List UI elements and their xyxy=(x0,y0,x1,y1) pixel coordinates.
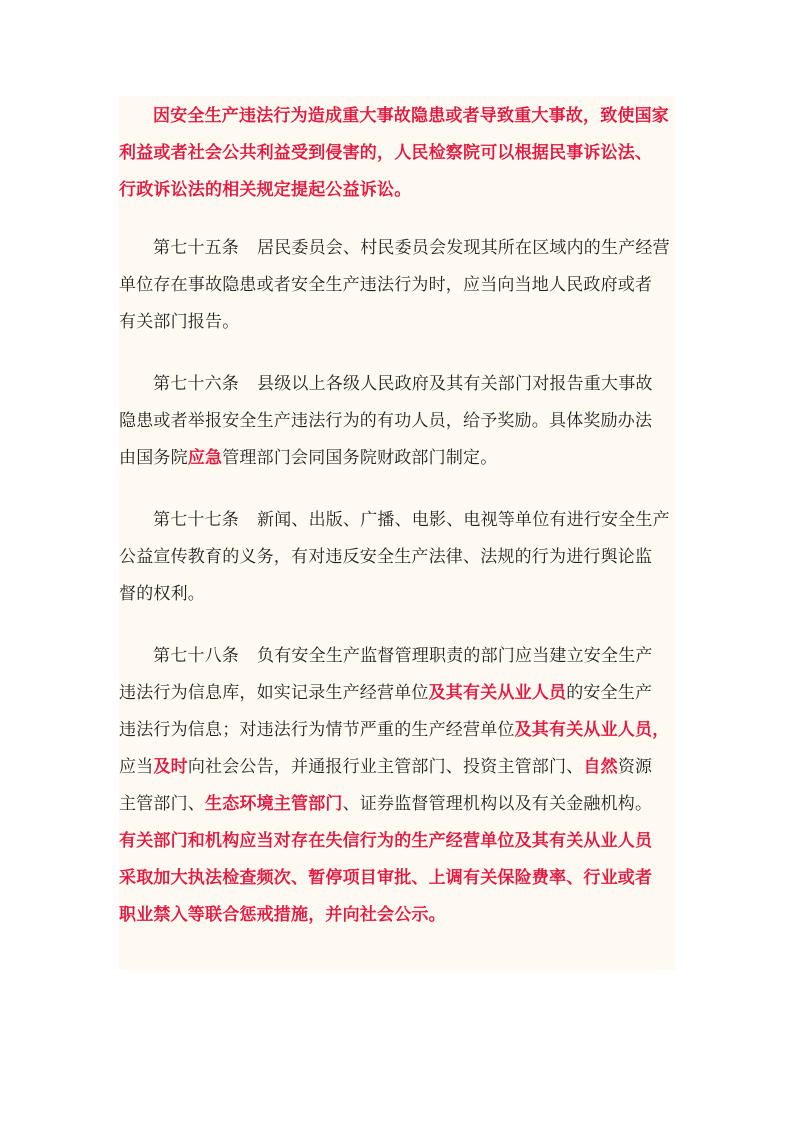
text-line: 有关部门报告。 xyxy=(119,312,240,332)
article-75 xyxy=(119,230,675,341)
text-run: 向社会公告，并通报行业主管部门、投资主管部门、 xyxy=(187,757,584,777)
text-line: 利益或者社会公共利益受到侵害的，人民检察院可以根据民事诉讼法、 xyxy=(119,143,653,163)
text-line: 行政诉讼法的相关规定提起公益诉讼。 xyxy=(119,180,412,200)
article-77 xyxy=(119,502,675,613)
text-run: 资源 xyxy=(617,757,653,777)
article-76 xyxy=(119,366,675,477)
text-run: 管理部门会同国务院财政部门制定。 xyxy=(222,448,498,468)
text-line xyxy=(119,712,675,749)
text-run: 主管部门、 xyxy=(119,794,205,814)
article-number: 第七十七条 xyxy=(153,510,239,530)
text-line xyxy=(119,230,675,267)
text-line xyxy=(119,638,675,675)
text-run: 违法行为信息库，如实记录生产经营单位 xyxy=(119,683,429,703)
text-line xyxy=(119,366,675,403)
text-line: 职业禁入等联合惩戒措施，并向社会公示。 xyxy=(119,905,446,925)
article-number: 第七十八条 xyxy=(153,646,239,666)
article-text: 新闻、出版、广播、电影、电视等单位有进行安全生产 xyxy=(257,510,670,530)
text-run: 的安全生产 xyxy=(566,683,653,703)
text-line xyxy=(119,786,675,823)
text-run: 违法行为信息；对违法行为情节严重的生产经营单位 xyxy=(119,720,515,740)
paragraph-public-interest-litigation xyxy=(119,98,675,209)
text-line: 督的权利。 xyxy=(119,584,205,604)
amended-text: 及其有关从业人员， xyxy=(514,720,670,740)
text-line: 采取加大执法检查频次、暂停项目审批、上调有关保险费率、行业或者 xyxy=(119,868,653,888)
text-line: 有关部门和机构应当对存在失信行为的生产经营单位及其有关从业人员 xyxy=(119,831,653,851)
amended-text: 应急 xyxy=(187,448,223,468)
text-run: 应当 xyxy=(119,757,154,777)
article-78 xyxy=(119,638,675,934)
text-run: 由国务院 xyxy=(119,448,188,468)
text-line xyxy=(119,440,675,477)
text-line: 隐患或者举报安全生产违法行为的有功人员，给予奖励。具体奖励办法 xyxy=(119,411,653,431)
document-page xyxy=(119,96,675,970)
amended-text: 自然 xyxy=(583,757,618,777)
article-number: 第七十五条 xyxy=(153,238,239,258)
article-text: 负有安全生产监督管理职责的部门应当建立安全生产 xyxy=(257,646,653,666)
article-text: 县级以上各级人民政府及其有关部门对报告重大事故 xyxy=(257,374,653,394)
amended-text: 及其有关从业人员 xyxy=(428,683,567,703)
article-number: 第七十六条 xyxy=(153,374,239,394)
article-text: 居民委员会、村民委员会发现其所在区域内的生产经营 xyxy=(257,238,670,258)
text-line: 单位存在事故隐患或者安全生产违法行为时，应当向当地人民政府或者 xyxy=(119,275,653,295)
amended-text: 及时 xyxy=(153,757,188,777)
text-line xyxy=(119,502,675,539)
amended-text: 生态环境主管部门 xyxy=(205,794,343,814)
text-line: 公益宣传教育的义务，有对违反安全生产法律、法规的行为进行舆论监 xyxy=(119,547,653,567)
text-line: 因安全生产违法行为造成重大事故隐患或者导致重大事故，致使国家 xyxy=(153,106,669,126)
text-run: 、证券监督管理机构以及有关金融机构。 xyxy=(342,794,653,814)
text-line xyxy=(119,675,675,712)
text-line xyxy=(119,749,675,786)
